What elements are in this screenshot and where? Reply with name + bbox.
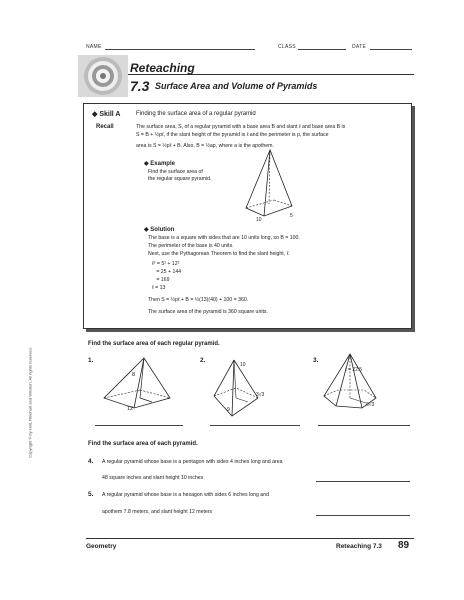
solution-line-8: Then S = ½pℓ + B = ½(13)(40) + 100 = 360. [148, 297, 249, 303]
problem-3-label-slant: ℓ = 22.5 [345, 367, 363, 373]
problem-5-line-1: A regular pyramid whose base is a hexagon with sides 6 inches long and [102, 492, 269, 498]
recall-line-3: area is S = ½pℓ + B. Also, B = ½ap, where a is the apothem. [136, 143, 274, 149]
problem-3-pyramid-figure [320, 352, 382, 418]
banner-title: Reteaching [130, 61, 195, 75]
problem-4-line-2: 48 square inches and slant height 10 inches [102, 475, 204, 481]
class-label: CLASS [278, 44, 296, 50]
example-line-2: the regular square pyramid. [148, 176, 212, 182]
page-number: 89 [398, 540, 410, 551]
solution-line-7: ℓ = 13 [152, 285, 166, 291]
solution-line-4: ℓ² = 5² + 12² [152, 261, 180, 267]
solution-line-5: = 25 + 144 [152, 269, 182, 275]
solution-label: ◆ Solution [144, 227, 175, 233]
section2-instruction: Find the surface area of each pyramid. [88, 441, 198, 447]
problem-3-label-6root3: 6√3 [366, 402, 375, 408]
problem-2-label-10: 10 [240, 362, 246, 368]
date-label: DATE [352, 44, 367, 50]
footer-rule [86, 538, 414, 539]
example-dim-5: 5 [290, 213, 293, 219]
solution-line-3: Next, use the Pythagorean Theorem to find the slant height, ℓ. [148, 251, 290, 257]
problem-1-label-8: 8 [132, 372, 136, 378]
solution-line-1: The base is a square with sides that are 10 units long, so B = 100. [148, 235, 300, 241]
section1-instruction: Find the surface area of each regular pyramid. [88, 341, 220, 347]
example-line-1: Find the surface area of [148, 169, 203, 175]
footer-left: Geometry [86, 543, 117, 550]
problem-2-label-3root3: 3√3 [256, 392, 265, 398]
problem-4-number: 4. [88, 458, 94, 465]
problem-4-answer-line[interactable] [316, 481, 410, 482]
problem-2-answer-line[interactable] [210, 425, 300, 426]
section-number: 7.3 [130, 78, 150, 94]
problem-1-number: 1. [88, 357, 94, 364]
date-line[interactable] [370, 49, 412, 50]
example-dim-10: 10 [256, 217, 262, 223]
problem-3-answer-line[interactable] [318, 425, 410, 426]
recall-line-2: S = B + ½pℓ, if the slant height of the pyramid is ℓ and the perimeter is p, the surface [136, 132, 329, 138]
skill-text: Finding the surface area of a regular pyramid [136, 111, 256, 117]
solution-line-2: The perimeter of the base is 40 units. [148, 243, 234, 249]
problem-1-label-12: 12 [127, 406, 134, 412]
recall-line-1: The surface area, S, of a regular pyramid with a base area B and slant ℓ and base area B is [136, 124, 346, 130]
solution-line-9: The surface area of the pyramid is 360 square units. [148, 309, 268, 315]
example-label: ◆ Example [144, 161, 175, 167]
copyright-side-text: Copyright © by Holt, Rinehart and Winston. All rights reserved. [27, 347, 33, 458]
skill-label: ◆ Skill A [92, 111, 121, 118]
footer-right: Reteaching 7.3 [336, 543, 382, 550]
name-line[interactable] [105, 49, 255, 50]
example-pyramid-figure [242, 146, 302, 222]
solution-line-6: = 169 [152, 277, 170, 283]
problem-1-answer-line[interactable] [95, 425, 183, 426]
problem-5-line-2: apothem 7.8 meters, and slant height 12 meters [102, 509, 213, 515]
section-title: Surface Area and Volume of Pyramids [155, 81, 318, 91]
problem-4-line-1: A regular pyramid whose base is a pentagon with sides 4 inches long and area [102, 459, 283, 465]
recall-label: Recall [96, 124, 114, 130]
problem-2-number: 2. [200, 357, 206, 364]
target-logo-icon [78, 55, 128, 97]
problem-5-answer-line[interactable] [316, 515, 410, 516]
problem-5-number: 5. [88, 491, 94, 498]
problem-2-label-9: 9 [227, 407, 230, 413]
skill-box [83, 103, 412, 329]
class-line[interactable] [298, 49, 346, 50]
problem-1-pyramid-figure [98, 354, 178, 416]
problem-3-number: 3. [313, 357, 319, 364]
name-label: NAME [86, 44, 102, 50]
